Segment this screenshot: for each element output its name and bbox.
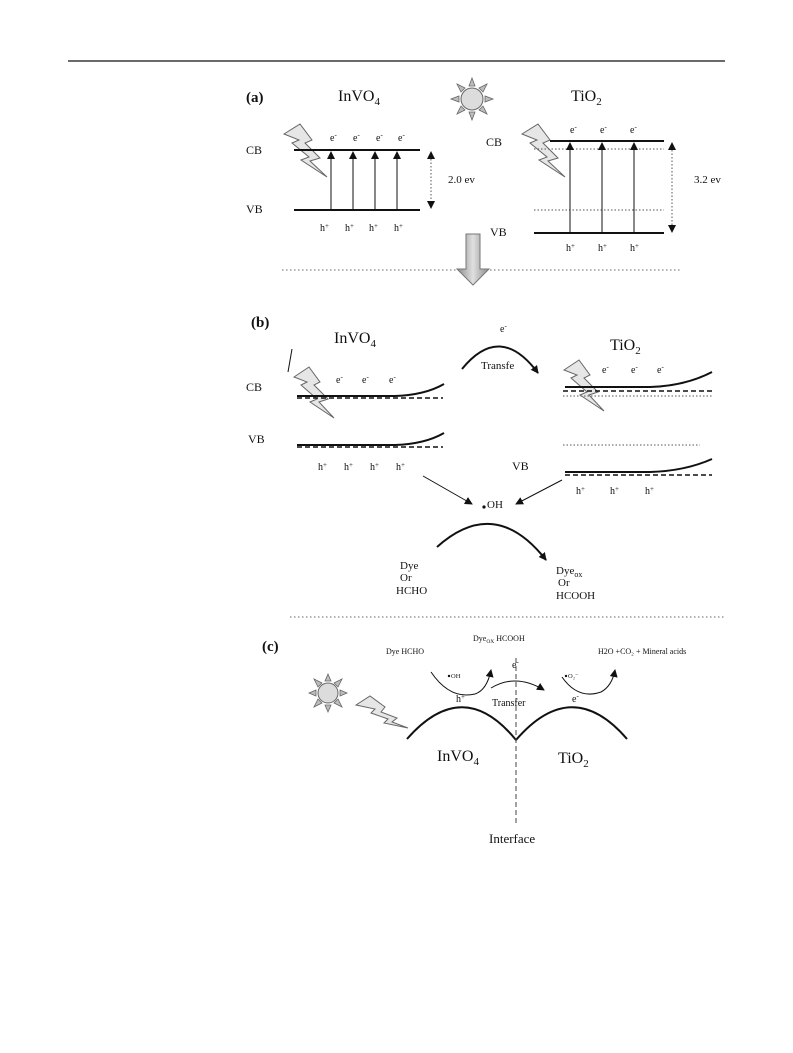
panel-a-tio2-title: TiO$_2$ (571, 88, 602, 108)
hole-label: h+ (456, 693, 465, 705)
hole-label: h+ (344, 461, 353, 473)
hole-label: h+ (394, 222, 403, 234)
electron-label: e- (630, 123, 637, 136)
transfer-label: Transfe (481, 360, 515, 372)
electron-transfer-arrow (491, 681, 544, 690)
reactants-label: Dye HCHO (386, 647, 424, 656)
transfer-electron-label: e- (500, 322, 507, 335)
sun-icon (309, 674, 347, 712)
hole-label: h+ (370, 461, 379, 473)
transfer-label: Transfer (492, 698, 526, 709)
mineralization-products-label: H2O +CO₂ + Mineral acids (598, 647, 687, 656)
hole-to-oh-arrow (516, 480, 562, 504)
electron-label: e- (512, 658, 519, 671)
product-line: Or (558, 577, 570, 589)
hole-label: h+ (318, 461, 327, 473)
panel-b-vb-label: VB (248, 432, 265, 446)
radical-dot (448, 675, 450, 677)
electron-label: e- (602, 363, 609, 376)
electron-label: e- (600, 123, 607, 136)
stray-mark (288, 349, 292, 372)
tio2-particle-arc (516, 707, 627, 740)
panel-c-tio2-label: TiO$_2$ (558, 750, 589, 770)
lightning-icon (564, 360, 604, 411)
panel-b-invo4-title: InVO$_4$ (334, 330, 376, 350)
reactant-line: Dye (400, 560, 419, 572)
band-gap-label: 3.2 ev (694, 174, 721, 186)
oxidized-products-label: Dye$_{OX}$ HCOOH (473, 634, 525, 645)
panel-c (262, 634, 686, 846)
panel-a-label: (a) (246, 90, 264, 106)
big-down-arrow (457, 234, 489, 285)
electron-label: e- (362, 373, 369, 386)
panel-a-invo4-title: InVO$_4$ (338, 88, 380, 108)
hole-label: h+ (369, 222, 378, 234)
hole-label: h+ (645, 485, 654, 497)
tio2-bent-vb (565, 459, 712, 472)
hydroxyl-radical-label: OH (451, 673, 461, 680)
electron-label: e- (657, 363, 664, 376)
radical-dot (482, 505, 485, 508)
panel-b-label: (b) (251, 315, 270, 331)
hole-label: h+ (320, 222, 329, 234)
lightning-icon (522, 124, 565, 177)
panel-a (246, 78, 721, 285)
superoxide-radical-label: O₂⁻ (568, 673, 579, 680)
reactant-line: HCHO (396, 585, 428, 597)
hole-to-oh-arrow (423, 476, 472, 504)
hole-label: h+ (396, 461, 405, 473)
sun-icon (451, 78, 493, 120)
hole-label: h+ (598, 242, 607, 254)
panel-b (246, 315, 724, 617)
hole-label: h+ (345, 222, 354, 234)
lightning-icon (294, 367, 334, 418)
invo4-bent-vb (297, 433, 444, 445)
panel-b-cb-label: CB (246, 380, 263, 394)
panel-a-tio2-cb-label: CB (486, 135, 503, 149)
hole-label: h+ (576, 485, 585, 497)
interface-label: Interface (489, 831, 536, 846)
panel-a-tio2-vb-label: VB (490, 225, 507, 239)
panel-a-cb-label: CB (246, 143, 263, 157)
electron-label: e- (572, 692, 579, 705)
electron-label: e- (376, 131, 383, 144)
electron-label: e- (389, 373, 396, 386)
electron-label: e- (631, 363, 638, 376)
reactant-line: Or (400, 572, 412, 584)
electron-label: e- (336, 373, 343, 386)
invo4-particle-arc (407, 707, 516, 740)
panel-b-tio2-vb-label: VB (512, 459, 529, 473)
radical-dot (565, 675, 567, 677)
electron-label: e- (570, 123, 577, 136)
hole-label: h+ (566, 242, 575, 254)
electron-label: e- (353, 131, 360, 144)
electron-label: e- (398, 131, 405, 144)
electron-label: e- (330, 131, 337, 144)
dye-oxidation-arrow (437, 524, 546, 560)
panel-b-tio2-title: TiO$_2$ (610, 337, 641, 357)
product-line: HCOOH (556, 590, 596, 602)
lightning-icon (356, 696, 408, 728)
band-gap-label: 2.0 ev (448, 174, 475, 186)
panel-a-vb-label: VB (246, 202, 263, 216)
panel-c-invo4-label: InVO$_4$ (437, 748, 479, 768)
hole-label: h+ (610, 485, 619, 497)
panel-c-label: (c) (262, 639, 279, 655)
hydroxyl-oxidation-arrow (431, 670, 491, 695)
product-line: Dye$_{ox}$ (556, 565, 583, 579)
hydroxyl-radical-label: OH (487, 499, 503, 511)
hole-label: h+ (630, 242, 639, 254)
